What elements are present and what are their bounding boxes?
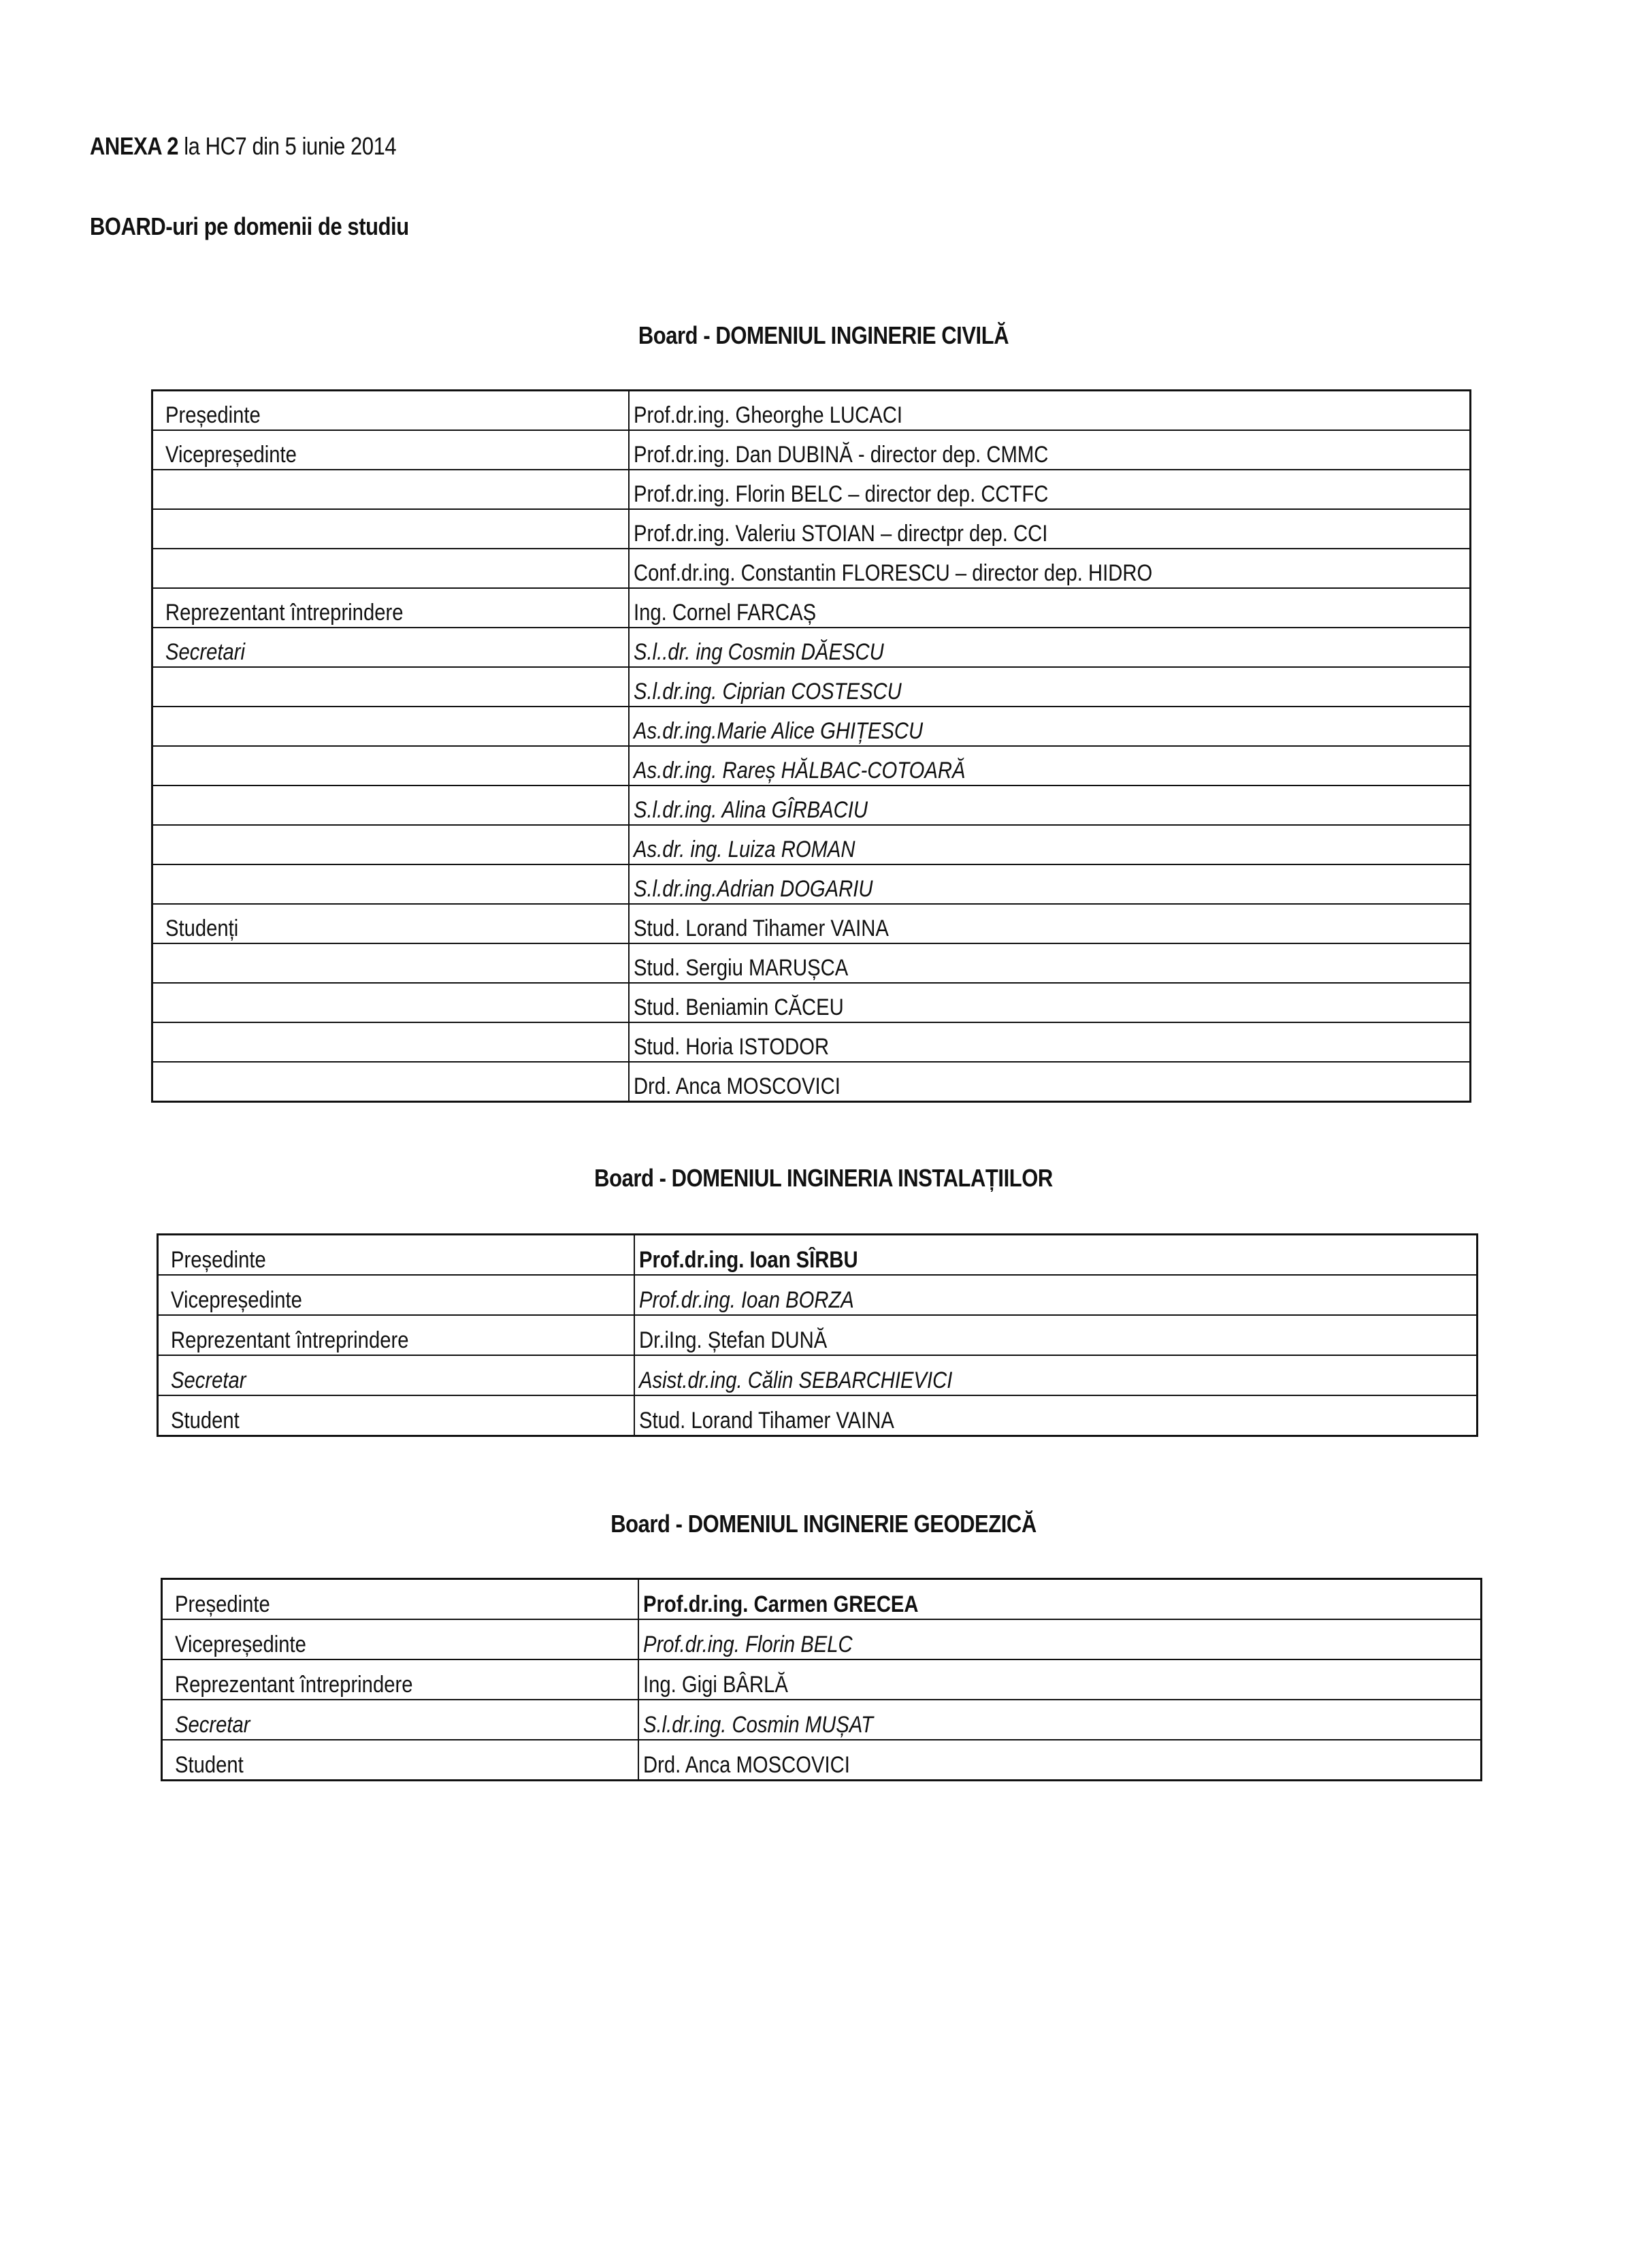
board-civil-title: Board - DOMENIUL INGINERIE CIVILĂ — [638, 321, 1009, 349]
table-row — [152, 825, 1471, 864]
role-cell: Vicepreședinte — [175, 1632, 306, 1657]
member-cell: S.l.dr.ing.Adrian DOGARIU — [634, 876, 873, 902]
role-cell: Vicepreședinte — [171, 1287, 302, 1313]
member-cell: As.dr.ing.Marie Alice GHIȚESCU — [634, 718, 924, 744]
role-cell: Secretari — [165, 639, 246, 665]
table-row — [162, 1740, 1482, 1781]
table-row — [162, 1619, 1482, 1659]
table-row — [162, 1659, 1482, 1700]
member-cell: Stud. Sergiu MARUȘCA — [634, 955, 849, 981]
member-cell: S.l..dr. ing Cosmin DĂESCU — [634, 639, 884, 665]
role-cell: Reprezentant întreprindere — [175, 1672, 413, 1698]
member-cell: Prof.dr.ing. Dan DUBINĂ - director dep. CMMC — [634, 442, 1049, 468]
table-row — [162, 1579, 1482, 1620]
member-cell: S.l.dr.ing. Cosmin MUȘAT — [643, 1712, 873, 1738]
role-cell: Președinte — [175, 1591, 270, 1617]
table-row — [152, 707, 1471, 746]
role-cell: Student — [171, 1408, 240, 1433]
role-cell: Studenți — [165, 916, 239, 941]
table-row — [158, 1275, 1478, 1315]
member-cell: Drd. Anca MOSCOVICI — [634, 1073, 841, 1099]
table-row — [152, 943, 1471, 983]
table-row — [152, 391, 1471, 431]
member-cell: As.dr. ing. Luiza ROMAN — [634, 837, 855, 862]
annex-reference: la HC7 din 5 iunie 2014 — [184, 132, 397, 160]
table-row — [152, 785, 1471, 825]
table-row — [152, 470, 1471, 509]
role-cell: Reprezentant întreprindere — [171, 1327, 409, 1353]
member-cell: Dr.iIng. Ștefan DUNĂ — [639, 1327, 828, 1353]
table-row — [152, 628, 1471, 667]
table-row — [152, 864, 1471, 904]
member-cell: As.dr.ing. Rareș HĂLBAC-COTOARĂ — [634, 758, 966, 783]
role-cell: Student — [175, 1752, 244, 1778]
member-cell: Stud. Lorand Tihamer VAINA — [639, 1408, 894, 1433]
role-cell: Președinte — [171, 1247, 266, 1273]
table-row — [152, 904, 1471, 943]
member-cell: Conf.dr.ing. Constantin FLORESCU – director dep. HIDRO — [634, 560, 1153, 586]
annex-number: ANEXA 2 — [90, 132, 179, 160]
table-row — [162, 1700, 1482, 1740]
board-civil-table — [151, 389, 1471, 1103]
member-cell: Prof.dr.ing. Florin BELC – director dep. CCTFC — [634, 481, 1049, 507]
table-row — [158, 1355, 1478, 1395]
table-row — [158, 1395, 1478, 1436]
table-row — [152, 1062, 1471, 1102]
member-cell: Ing. Cornel FARCAȘ — [634, 600, 817, 626]
member-cell: Stud. Beniamin CĂCEU — [634, 994, 844, 1020]
member-cell: Prof.dr.ing. Gheorghe LUCACI — [634, 402, 902, 428]
member-cell: S.l.dr.ing. Alina GÎRBACIU — [634, 797, 868, 823]
member-cell: S.l.dr.ing. Ciprian COSTESCU — [634, 679, 902, 704]
table-row — [152, 667, 1471, 707]
table-row — [152, 588, 1471, 628]
table-row — [152, 430, 1471, 470]
member-cell: Drd. Anca MOSCOVICI — [643, 1752, 850, 1778]
table-row — [152, 983, 1471, 1022]
member-cell: Stud. Horia ISTODOR — [634, 1034, 830, 1060]
board-installations-title: Board - DOMENIUL INGINERIA INSTALAȚIILOR — [594, 1164, 1053, 1192]
table-row — [152, 746, 1471, 785]
role-cell: Secretar — [175, 1712, 250, 1738]
board-installations-table — [157, 1233, 1478, 1437]
member-cell: Prof.dr.ing. Ioan SÎRBU — [639, 1247, 858, 1273]
member-cell: Ing. Gigi BÂRLĂ — [643, 1672, 788, 1698]
member-cell: Prof.dr.ing. Valeriu STOIAN – directpr dep. CCI — [634, 521, 1048, 547]
annex-title — [90, 132, 396, 161]
member-cell: Prof.dr.ing. Florin BELC — [643, 1632, 853, 1657]
table-row — [158, 1235, 1478, 1276]
table-row — [152, 1022, 1471, 1062]
table-row — [152, 549, 1471, 588]
table-row — [158, 1315, 1478, 1355]
role-cell: Președinte — [165, 402, 261, 428]
role-cell: Reprezentant întreprindere — [165, 600, 404, 626]
table-row — [152, 509, 1471, 549]
member-cell: Asist.dr.ing. Călin SEBARCHIEVICI — [639, 1367, 953, 1393]
role-cell: Secretar — [171, 1367, 246, 1393]
document-subtitle: BOARD-uri pe domenii de studiu — [90, 212, 409, 240]
member-cell: Prof.dr.ing. Carmen GRECEA — [643, 1591, 919, 1617]
member-cell: Stud. Lorand Tihamer VAINA — [634, 916, 889, 941]
board-geodesy-table — [161, 1578, 1482, 1781]
member-cell: Prof.dr.ing. Ioan BORZA — [639, 1287, 854, 1313]
role-cell: Vicepreședinte — [165, 442, 297, 468]
board-geodesy-title: Board - DOMENIUL INGINERIE GEODEZICĂ — [610, 1510, 1037, 1538]
